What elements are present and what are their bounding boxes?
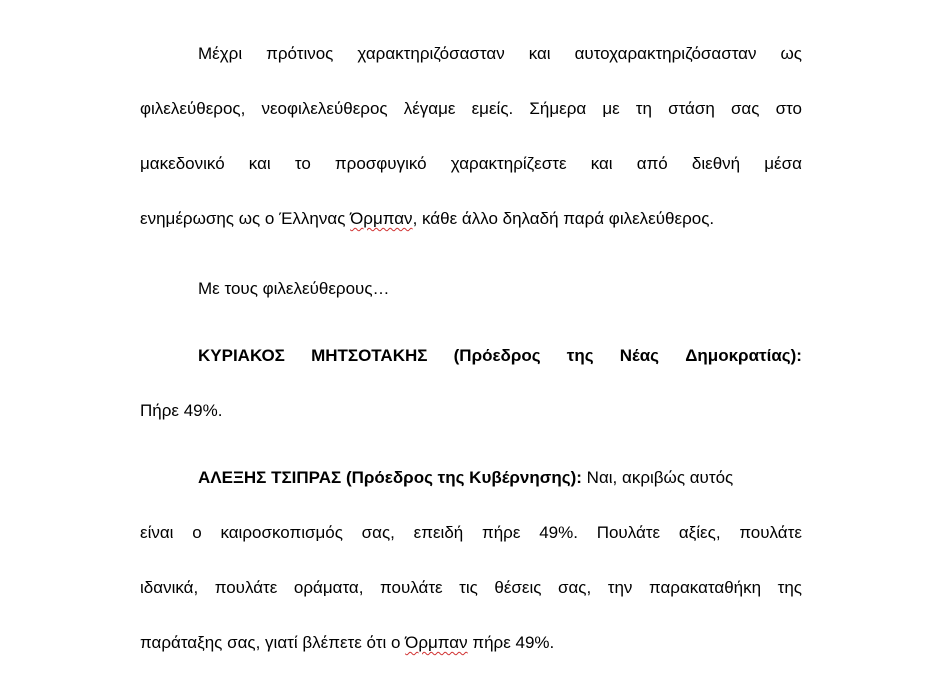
word: της	[777, 578, 802, 597]
word: οράματα,	[293, 578, 364, 597]
word: και	[528, 44, 551, 63]
word: τις	[459, 578, 478, 597]
word: με	[602, 99, 620, 118]
speaker-word: ΜΗΤΣΟΤΑΚΗΣ	[311, 346, 428, 365]
spellcheck-flagged-word: Όρμπαν	[350, 209, 413, 228]
word: λέγαμε	[403, 99, 456, 118]
document-page	[140, 0, 802, 688]
word: θέσεις	[494, 578, 542, 597]
word: σας,	[361, 523, 395, 542]
speaker-word: (Πρόεδρος	[453, 346, 541, 365]
speaker-word: της	[566, 346, 594, 365]
paragraph-3-text	[140, 399, 802, 423]
text-run: πήρε 49%.	[467, 633, 555, 652]
word: Σήμερα	[529, 99, 587, 118]
paragraph-1-line-3	[140, 152, 802, 176]
speaker-line-mitsotakis	[140, 344, 802, 368]
word: τη	[635, 99, 652, 118]
speaker-word: ΚΥΡΙΑΚΟΣ	[198, 346, 285, 365]
word: πουλάτε	[739, 523, 802, 542]
word: είναι	[140, 523, 174, 542]
word: επειδή	[413, 523, 464, 542]
paragraph-4-line-3	[140, 576, 802, 600]
word: ιδανικά,	[140, 578, 199, 597]
word: εμείς.	[471, 99, 514, 118]
paragraph-1-line-1	[140, 42, 802, 66]
word: πουλάτε	[214, 578, 278, 597]
speaker-word: Δημοκρατίας):	[685, 346, 802, 365]
paragraph-text: Πήρε 49%.	[140, 401, 223, 420]
text-run: Ναι, ακριβώς αυτός	[581, 468, 734, 487]
word: την	[607, 578, 633, 597]
word: παρακαταθήκη	[648, 578, 762, 597]
word: το	[294, 154, 311, 173]
word: μέσα	[764, 154, 802, 173]
word: ως	[780, 44, 802, 63]
word: Μέχρι	[198, 44, 243, 63]
word: και	[590, 154, 613, 173]
paragraph-2	[140, 277, 802, 301]
word: διεθνή	[691, 154, 741, 173]
word: ο	[192, 523, 202, 542]
word: χαρακτηριζόσασταν	[357, 44, 505, 63]
word: 49%.	[539, 523, 578, 542]
word: χαρακτηρίζεστε	[450, 154, 567, 173]
paragraph-text: Με τους φιλελεύθερους…	[198, 279, 390, 298]
word: αυτοχαρακτηριζόσασταν	[574, 44, 757, 63]
paragraph-4-line-4	[140, 631, 802, 655]
word: προσφυγικό	[334, 154, 427, 173]
word: Πουλάτε	[596, 523, 661, 542]
word: σας,	[557, 578, 592, 597]
word: μακεδονικό	[140, 154, 225, 173]
text-run: , κάθε άλλο δηλαδή παρά φιλελεύθερος.	[412, 209, 715, 228]
word: πρότινος	[266, 44, 334, 63]
paragraph-4-line-1	[140, 466, 802, 490]
word: και	[248, 154, 271, 173]
word: στο	[775, 99, 802, 118]
word: νεοφιλελεύθερος	[261, 99, 388, 118]
speaker-name-tsipras: ΑΛΕΞΗΣ ΤΣΙΠΡΑΣ (Πρόεδρος της Κυβέρνησης):	[198, 468, 582, 487]
word: αξίες,	[678, 523, 721, 542]
word: πουλάτε	[380, 578, 443, 597]
paragraph-1-line-2	[140, 97, 802, 121]
text-run: ενημέρωσης ως ο Έλληνας	[140, 209, 351, 228]
word: σας	[730, 99, 760, 118]
word: πήρε	[482, 523, 521, 542]
word: καιροσκοπισμός	[220, 523, 343, 542]
spellcheck-flagged-word: Όρμπαν	[405, 633, 468, 652]
text-run: παράταξης σας, γιατί βλέπετε ότι ο	[140, 633, 406, 652]
word: φιλελεύθερος,	[140, 99, 246, 118]
word: στάση	[668, 99, 715, 118]
speaker-word: Νέας	[619, 346, 660, 365]
word: από	[636, 154, 668, 173]
paragraph-4-line-2	[140, 521, 802, 545]
paragraph-1-line-4	[140, 207, 802, 231]
